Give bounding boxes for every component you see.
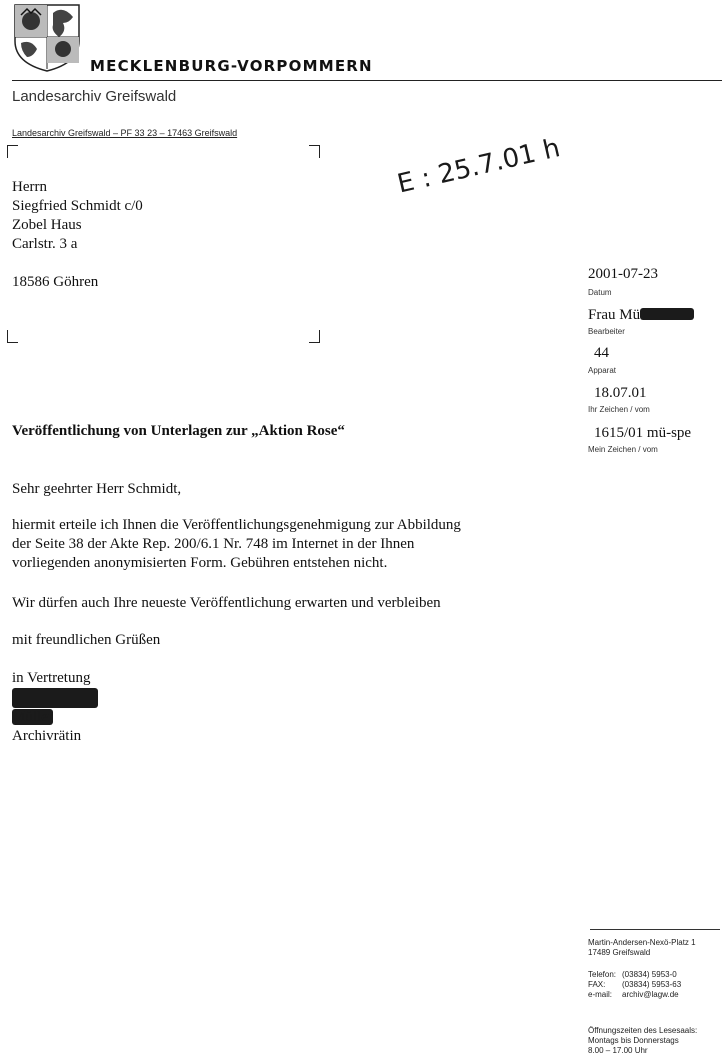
contact-row: [588, 990, 681, 1000]
address-line: Herrn: [12, 179, 47, 195]
address-window-corner: [7, 330, 18, 343]
my-reference-label: Mein Zeichen / vom: [588, 445, 658, 454]
footer-contacts: [588, 970, 681, 1000]
address-window-corner: [7, 145, 18, 158]
header-divider: [12, 80, 722, 81]
paragraph-2: Wir dürfen auch Ihre neueste Veröffentlichung erwarten und verbleiben: [12, 595, 441, 611]
recipient-address: [12, 178, 143, 254]
date-value: 2001-07-23: [588, 266, 658, 282]
paragraph-line: vorliegenden anonymisierten Form. Gebühren entstehen nicht.: [12, 555, 388, 571]
contact-value: (03834) 5953-63: [622, 980, 682, 989]
footer-address: [588, 938, 696, 958]
signer-name: [12, 708, 53, 727]
state-name: MECKLENBURG-VORPOMMERN: [90, 57, 373, 75]
my-reference-value: 1615/01 mü-spe: [594, 425, 692, 441]
contact-label: e-mail:: [588, 990, 613, 999]
paragraph-line: hiermit erteile ich Ihnen die Veröffentlichungsgenehmigung zur Abbildung: [12, 517, 461, 533]
contact-value: (03834) 5953-0: [622, 970, 677, 979]
address-line: Siegfried Schmidt c/0: [12, 198, 143, 214]
contact-value: archiv@lagw.de: [622, 990, 679, 999]
address-line: Carlstr. 3 a: [12, 236, 78, 252]
hours-line: 8.00 – 17.00 Uhr: [588, 1046, 648, 1055]
redaction-mark: [640, 308, 694, 320]
footer-divider: [590, 929, 720, 930]
signer-title: Archivrätin: [12, 728, 82, 744]
address-line: Zobel Haus: [12, 217, 82, 233]
handler-label: Bearbeiter: [588, 327, 625, 336]
handler-name: Frau Mü: [588, 307, 641, 323]
coat-of-arms-logo: [13, 3, 81, 73]
phone-extension-value: 44: [594, 345, 609, 361]
hours-line: Montags bis Donnerstags: [588, 1036, 679, 1045]
handler-value: [588, 307, 694, 324]
in-representation: in Vertretung: [12, 670, 91, 686]
salutation: Sehr geehrter Herr Schmidt,: [12, 481, 182, 497]
archive-name: Landesarchiv Greifswald: [12, 88, 177, 105]
handwritten-receipt-stamp: E : 25.7.01 h: [394, 133, 563, 200]
paragraph-1: [12, 516, 461, 573]
hours-line: Öffnungszeiten des Lesesaals:: [588, 1026, 698, 1035]
footer-address-line: Martin-Andersen-Nexö-Platz 1: [588, 938, 696, 947]
signer-name-text: Müller: [12, 709, 53, 725]
address-window-corner: [309, 330, 320, 343]
return-address: Landesarchiv Greifswald – PF 33 23 – 17463 Greifswald: [12, 128, 238, 138]
paragraph-line: der Seite 38 der Akte Rep. 200/6.1 Nr. 748 im Internet in der Ihnen: [12, 536, 415, 552]
letter-subject: Veröffentlichung von Unterlagen zur „Aktion Rose“: [12, 423, 345, 439]
contact-row: [588, 970, 681, 980]
your-reference-label: Ihr Zeichen / vom: [588, 405, 650, 414]
your-reference-value: 18.07.01: [594, 385, 647, 401]
phone-extension-label: Apparat: [588, 366, 617, 375]
closing: mit freundlichen Grüßen: [12, 632, 161, 648]
signature-redaction: [12, 688, 98, 708]
recipient-city: 18586 Göhren: [12, 274, 99, 290]
contact-row: [588, 980, 681, 990]
date-label: Datum: [588, 288, 612, 297]
contact-label: FAX:: [588, 980, 606, 989]
footer-address-line: 17489 Greifswald: [588, 948, 651, 957]
reading-room-hours: [588, 1026, 697, 1056]
address-window-corner: [309, 145, 320, 158]
contact-label: Telefon:: [588, 970, 617, 979]
